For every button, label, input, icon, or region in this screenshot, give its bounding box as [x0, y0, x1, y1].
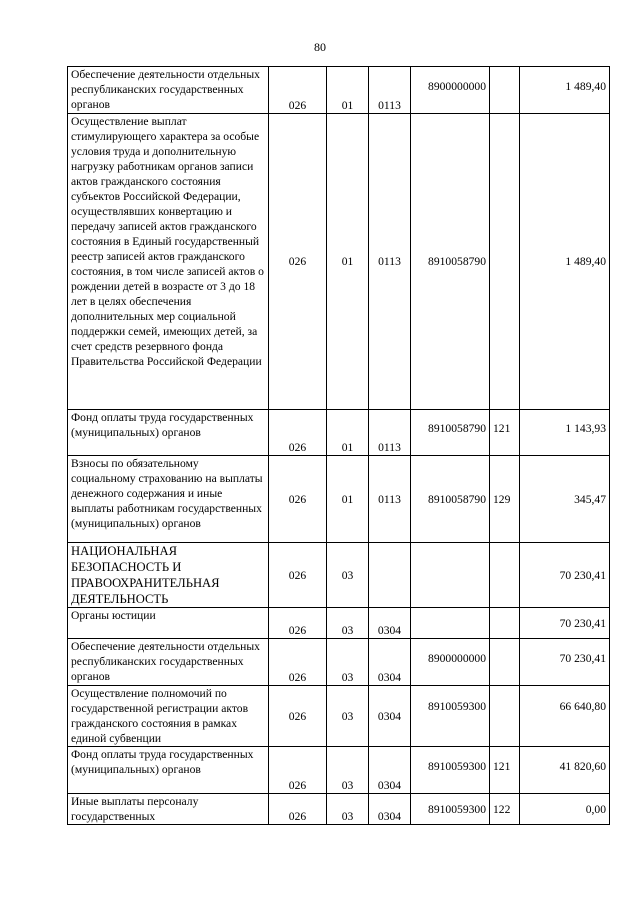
ministry-code: 026 — [269, 639, 327, 686]
table-row — [68, 794, 610, 825]
amount-value: 1 143,93 — [520, 410, 610, 456]
item-name: Иные выплаты персоналу государственных — [68, 794, 269, 825]
target-article-code — [411, 608, 490, 639]
table-row — [68, 410, 610, 456]
section-code: 03 — [327, 639, 369, 686]
item-name: НАЦИОНАЛЬНАЯ БЕЗОПАСНОСТЬ И ПРАВООХРАНИТЕЛЬНАЯ ДЕЯТЕЛЬНОСТЬ — [68, 543, 269, 608]
amount-value: 70 230,41 — [520, 543, 610, 608]
expense-type-code: 121 — [490, 410, 520, 456]
expense-type-code — [490, 639, 520, 686]
target-article-code: 8910058790 — [411, 410, 490, 456]
target-article-code: 8910058790 — [411, 114, 490, 410]
table-row — [68, 456, 610, 543]
section-code: 01 — [327, 114, 369, 410]
section-code: 01 — [327, 67, 369, 114]
amount-value: 70 230,41 — [520, 639, 610, 686]
amount-value: 66 640,80 — [520, 686, 610, 747]
budget-table — [67, 66, 610, 825]
target-article-code: 8910059300 — [411, 686, 490, 747]
item-name: Осуществление полномочий по государственной регистрации актов гражданского состояния в рамках единой субвенции — [68, 686, 269, 747]
item-name: Осуществление выплат стимулирующего характера за особые условия труда и дополнительную нагрузку работникам органов записи актов гражданского состояния субъектов Российской Федерации, осуществлявших конвертацию и передачу записей актов гражданского состояния в Единый государственный реестр записей актов гражданского состояния, в том числе записей актов о рождении детей в возрасте от 3 до 18 лет в целях обеспечения дополнительных мер социальной поддержки семей, имеющих детей, за счет средств резервного фонда Правительства Российской Федерации — [68, 114, 269, 410]
amount-value: 0,00 — [520, 794, 610, 825]
section-code: 01 — [327, 410, 369, 456]
table-row — [68, 747, 610, 794]
expense-type-code — [490, 114, 520, 410]
ministry-code: 026 — [269, 608, 327, 639]
table-row — [68, 608, 610, 639]
expense-type-code: 122 — [490, 794, 520, 825]
target-article-code: 8910058790 — [411, 456, 490, 543]
section-code: 03 — [327, 794, 369, 825]
item-name: Обеспечение деятельности отдельных республиканских государственных органов — [68, 67, 269, 114]
subsection-code: 0304 — [369, 608, 411, 639]
target-article-code: 8900000000 — [411, 639, 490, 686]
section-code: 03 — [327, 543, 369, 608]
target-article-code: 8900000000 — [411, 67, 490, 114]
subsection-code: 0113 — [369, 67, 411, 114]
amount-value: 70 230,41 — [520, 608, 610, 639]
expense-type-code — [490, 543, 520, 608]
ministry-code: 026 — [269, 114, 327, 410]
subsection-code: 0113 — [369, 456, 411, 543]
amount-value: 1 489,40 — [520, 67, 610, 114]
item-name: Взносы по обязательному социальному страхованию на выплаты денежного содержания и иные выплаты работникам государственных (муниципальных) органов — [68, 456, 269, 543]
section-code: 01 — [327, 456, 369, 543]
ministry-code: 026 — [269, 456, 327, 543]
section-code: 03 — [327, 686, 369, 747]
ministry-code: 026 — [269, 410, 327, 456]
expense-type-code: 129 — [490, 456, 520, 543]
expense-type-code — [490, 608, 520, 639]
table-row — [68, 543, 610, 608]
subsection-code: 0113 — [369, 114, 411, 410]
item-name: Обеспечение деятельности отдельных республиканских государственных органов — [68, 639, 269, 686]
amount-value: 41 820,60 — [520, 747, 610, 794]
subsection-code: 0304 — [369, 747, 411, 794]
target-article-code: 8910059300 — [411, 794, 490, 825]
table-row — [68, 67, 610, 114]
section-code: 03 — [327, 747, 369, 794]
expense-type-code — [490, 67, 520, 114]
table-row — [68, 639, 610, 686]
expense-type-code — [490, 686, 520, 747]
subsection-code: 0304 — [369, 686, 411, 747]
ministry-code: 026 — [269, 543, 327, 608]
ministry-code: 026 — [269, 686, 327, 747]
item-name: Фонд оплаты труда государственных (муниципальных) органов — [68, 410, 269, 456]
item-name: Органы юстиции — [68, 608, 269, 639]
section-code: 03 — [327, 608, 369, 639]
subsection-code: 0113 — [369, 410, 411, 456]
page-number: 80 — [314, 40, 326, 54]
amount-value: 1 489,40 — [520, 114, 610, 410]
ministry-code: 026 — [269, 67, 327, 114]
ministry-code: 026 — [269, 747, 327, 794]
table-row — [68, 686, 610, 747]
subsection-code: 0304 — [369, 639, 411, 686]
expense-type-code: 121 — [490, 747, 520, 794]
ministry-code: 026 — [269, 794, 327, 825]
target-article-code: 8910059300 — [411, 747, 490, 794]
target-article-code — [411, 543, 490, 608]
subsection-code — [369, 543, 411, 608]
table-row — [68, 114, 610, 410]
subsection-code: 0304 — [369, 794, 411, 825]
amount-value: 345,47 — [520, 456, 610, 543]
item-name: Фонд оплаты труда государственных (муниципальных) органов — [68, 747, 269, 794]
